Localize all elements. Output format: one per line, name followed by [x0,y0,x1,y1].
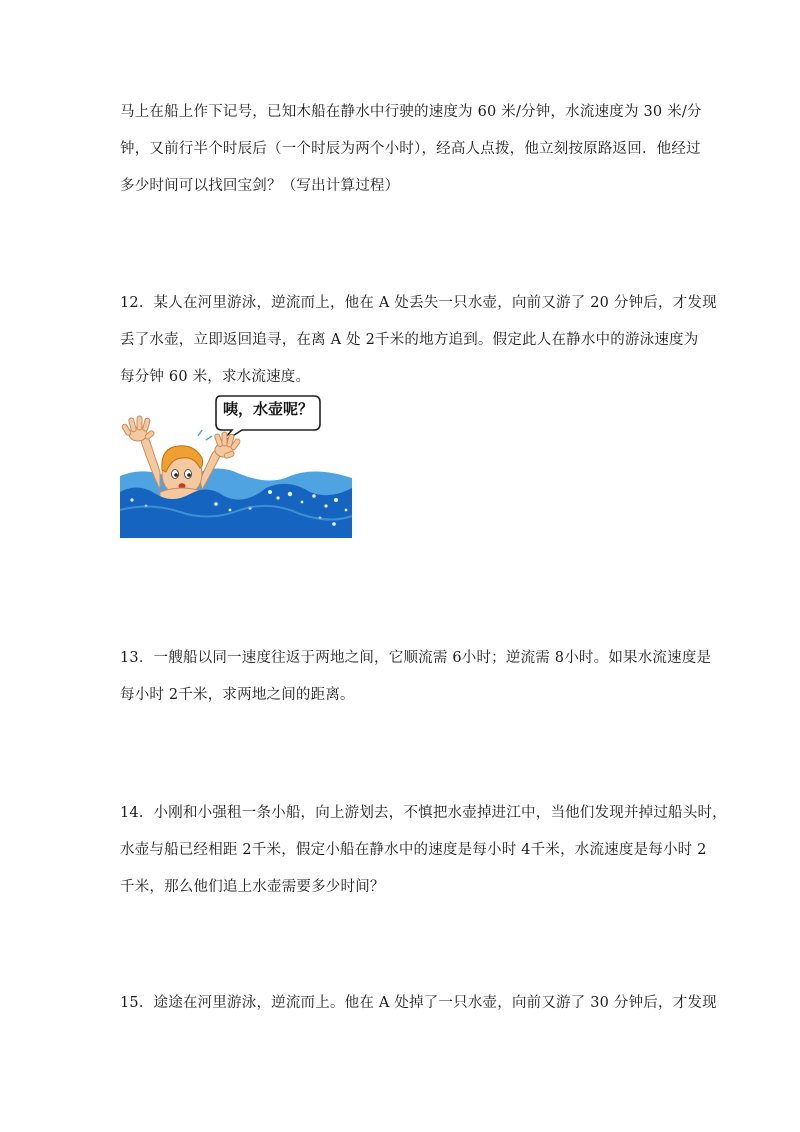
problem-line: 千米，那么他们追上水壶需要多少时间？ [120,879,385,895]
problem-line: 钟，又前行半个时辰后（一个时辰为两个小时），经高人点拨，他立刻按原路返回．他经过 [120,141,701,157]
problem-line: 13．一艘船以同一速度往返于两地之间，它顺流需 6小时；逆流需 8小时。如果水流速度是 [120,650,712,666]
problem-line: 水壶与船已经相距 2千米，假定小船在静水中的速度是每小时 4千米，水流速度是每小时 2 [120,842,707,858]
problem-line: 多少时间可以找回宝剑？（写出计算过程） [120,178,400,194]
speech-bubble-text: 咦，水壶呢？ [222,400,313,418]
problem-11-continued [120,94,702,205]
problem-15 [120,985,717,1022]
problem-12 [120,285,717,396]
swimming-boy-figure [120,388,352,538]
problem-line: 15．途途在河里游泳，逆流而上。他在 A 处掉了一只水壶，向前又游了 30 分钟后，才发现 [120,995,717,1011]
problem-line: 14．小刚和小强租一条小船，向上游划去，不慎把水壶掉进江中，当他们发现并掉过船头时， [120,805,727,821]
problem-13 [120,640,712,714]
problem-line: 丢了水壶，立即返回追寻，在离 A 处 2千米的地方追到。假定此人在静水中的游泳速度为 [120,332,699,348]
problem-14 [120,795,727,906]
problem-line: 马上在船上作下记号，已知木船在静水中行驶的速度为 60 米/分钟，水流速度为 30 米/分 [120,104,702,120]
problem-line: 12．某人在河里游泳，逆流而上，他在 A 处丢失一只水壶，向前又游了 20 分钟后，才发现 [120,295,717,311]
problem-line: 每分钟 60 米，求水流速度。 [120,369,311,385]
problem-line: 每小时 2千米，求两地之间的距离。 [120,687,355,703]
